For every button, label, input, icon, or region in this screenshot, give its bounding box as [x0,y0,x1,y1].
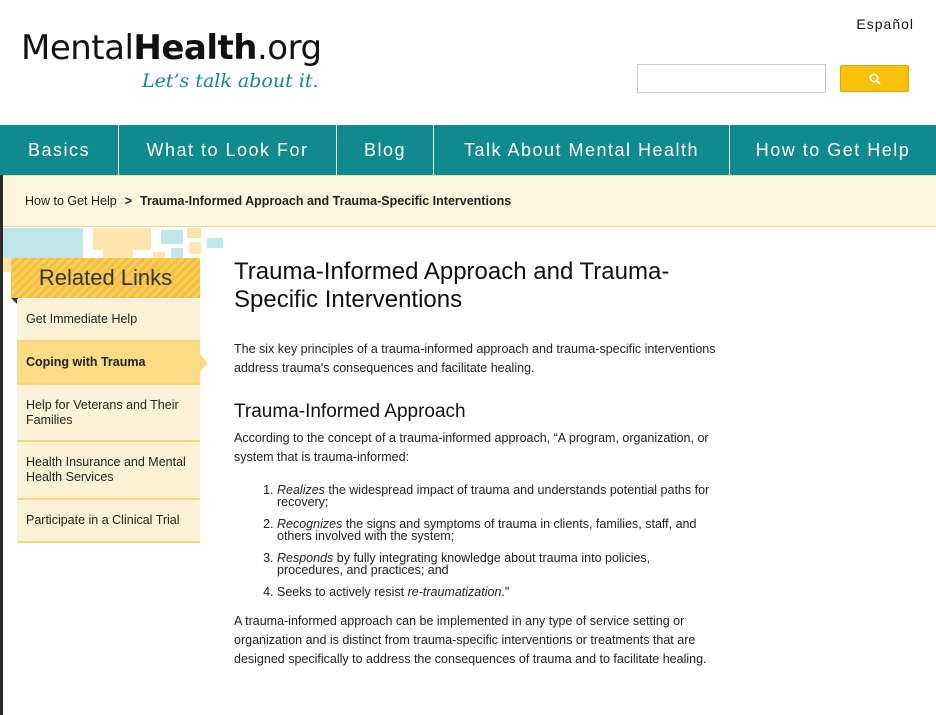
body-paragraph-1: According to the concept of a trauma-informed approach, “A program, organization, or system that is trauma-informed: [234,431,709,464]
list-item-emphasis: Realizes [277,483,325,497]
logo-text-health: Health [133,28,257,68]
site-header [0,0,936,125]
logo-text-org: .org [257,28,322,68]
search-icon [869,73,881,85]
list-item-text: by fully integrating knowledge about trauma into policies, procedures, and practices; and [277,551,651,577]
nav-item-what-to-look-for[interactable]: What to Look For [119,125,337,175]
search-input[interactable] [637,64,826,93]
breadcrumb-current: Trauma-Informed Approach and Trauma-Specific Interventions [140,194,512,208]
search-button[interactable] [840,65,909,92]
list-item-emphasis: Responds [277,551,334,565]
nav-item-basics[interactable]: Basics [0,125,119,175]
sidebar-item-coping-with-trauma[interactable]: Coping with Trauma [17,342,200,385]
language-link-espanol[interactable]: Español [856,16,914,32]
sidebar-item-get-immediate-help[interactable]: Get Immediate Help [17,299,200,342]
sidebar-item-help-for-veterans[interactable]: Help for Veterans and Their Families [17,385,200,442]
intro-paragraph: The six key principles of a trauma-informed approach and trauma-specific interventions address trauma's consequences and facilitate healing. [234,342,716,375]
page-title: Trauma-Informed Approach and Trauma-Specific Interventions [234,258,670,313]
list-item-text: ." [501,585,510,599]
section-title: Trauma-Informed Approach [234,401,466,422]
main-nav [0,125,936,175]
breadcrumb [0,175,936,227]
logo-text-mental: Mental [21,28,134,68]
list-item [277,586,719,598]
site-tagline: Let’s talk about it. [142,70,319,92]
principles-list [234,484,719,598]
breadcrumb-link-how-to-get-help[interactable]: How to Get Help [25,194,117,208]
list-item-emphasis: re-traumatization [407,585,502,599]
list-item [277,484,719,508]
main-content [234,258,719,669]
body-paragraph-2: A trauma-informed approach can be implemented in any type of service setting or organization and is distinct from trauma-specific interventions or treatments that are designed specifically to address the consequences of trauma and to facilitate healing. [234,614,707,666]
sidebar-item-clinical-trial[interactable]: Participate in a Clinical Trial [17,500,200,543]
list-item-text: Seeks to actively resist [277,585,408,599]
list-item [277,518,719,542]
related-links-list [17,299,200,543]
list-item-text: the widespread impact of trauma and understands potential paths for recovery; [277,483,710,509]
nav-item-talk-about-mental-health[interactable]: Talk About Mental Health [434,125,730,175]
nav-item-blog[interactable]: Blog [337,125,434,175]
list-item-text: the signs and symptoms of trauma in clients, families, staff, and others involved with the system; [277,517,697,543]
sidebar-item-health-insurance[interactable]: Health Insurance and Mental Health Services [17,442,200,500]
list-item [277,552,719,576]
site-logo[interactable] [21,28,322,68]
breadcrumb-separator: > [124,194,133,208]
list-item-emphasis: Recognizes [277,517,343,531]
related-links-heading: Related Links [11,258,200,298]
nav-item-how-to-get-help[interactable]: How to Get Help [755,139,911,160]
